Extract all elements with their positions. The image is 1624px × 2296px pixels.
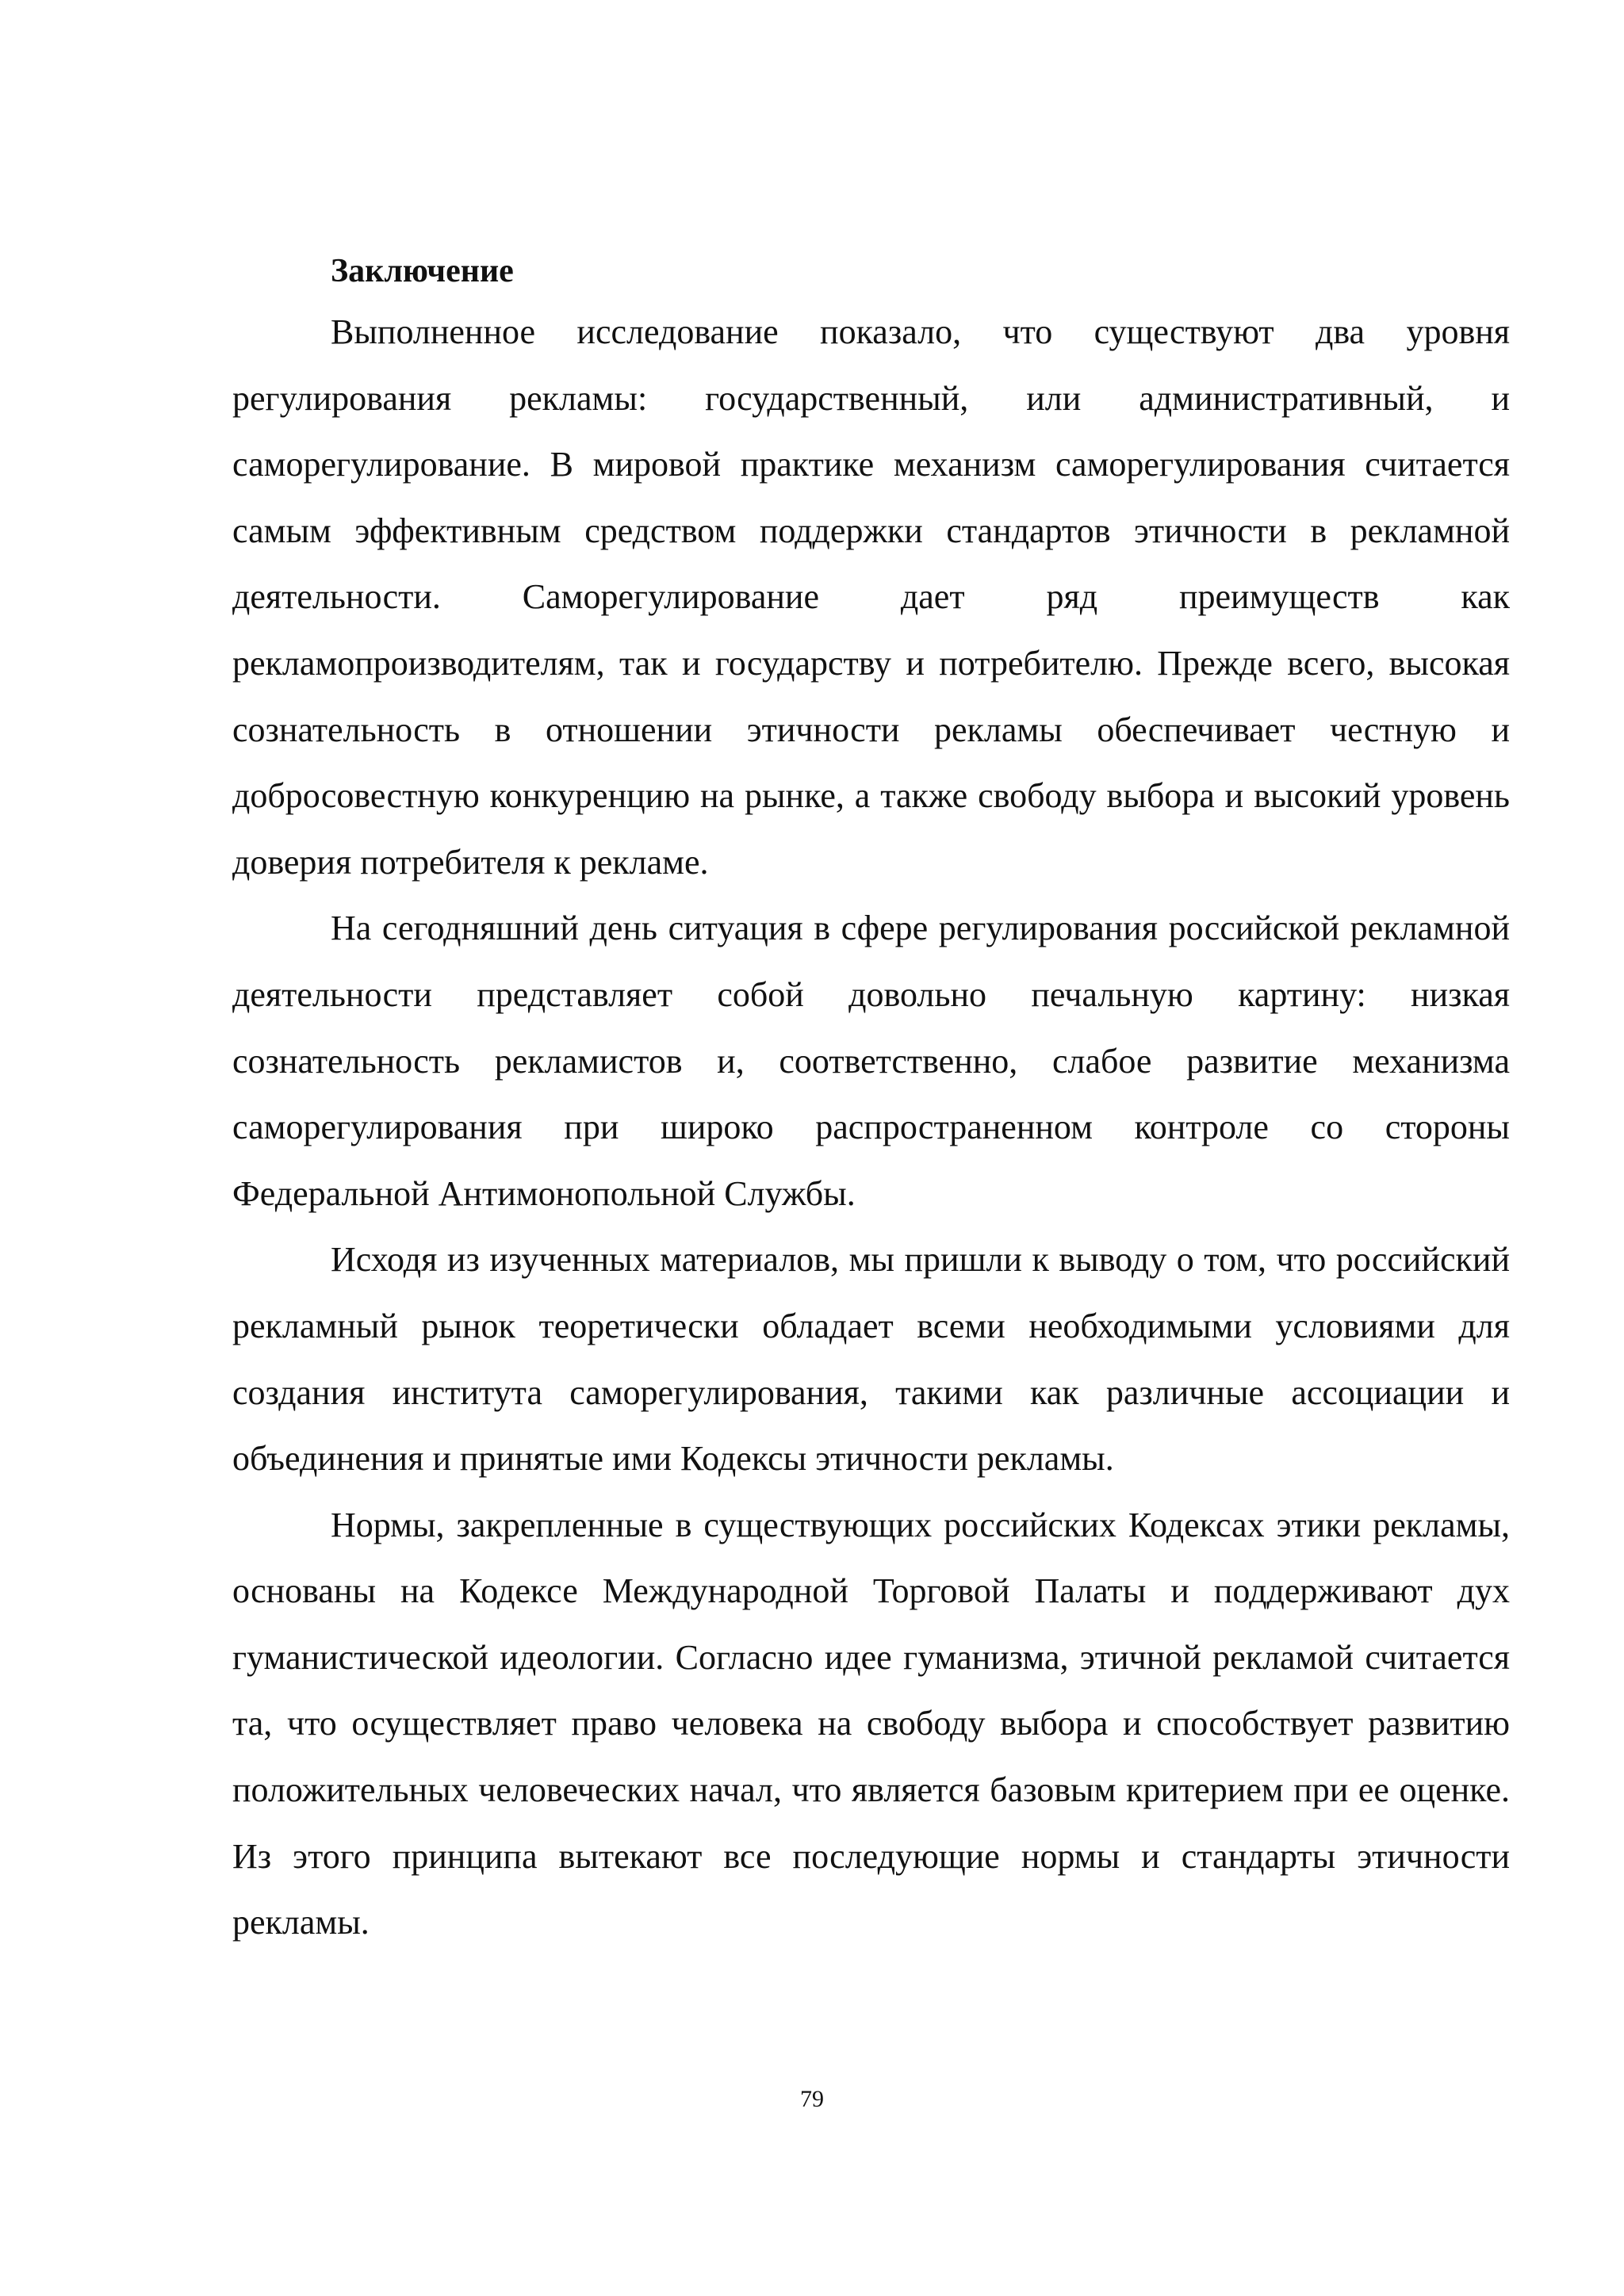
paragraph-4: Нормы, закрепленные в существующих российских Кодексах этики рекламы, основаны на Кодексе Международной Торговой Палаты и поддерживают дух гуманистической идеологии. Согласно идее гуманизма, этичной рекламой считается та, что осуществляет право человека на свободу выбора и способствует развитию положительных человеческих начал, что является базовым критерием при ее оценке. Из этого принципа вытекают все последующие нормы и стандарты этичности рекламы.	[232, 1505, 1510, 1942]
paragraph-3: Исходя из изученных материалов, мы пришли к выводу о том, что российский рекламный рынок теоретически обладает всеми необходимыми условиями для создания института саморегулирования, такими как различные ассоциации и объединения и принятые ими Кодексы этичности рекламы.	[232, 1240, 1510, 1479]
page-content	[232, 243, 1510, 1956]
paragraph-2: На сегодняшний день ситуация в сфере регулирования российской рекламной деятельности представляет собой довольно печальную картину: низкая сознательность рекламистов и, соответственно, слабое развитие механизма саморегулирования при широко распространенном контроле со стороны Федеральной Антимонопольной Службы.	[232, 909, 1510, 1213]
paragraph-1: Выполненное исследование показало, что существуют два уровня регулирования рекламы: государственный, или административный, и саморегулирование. В мировой практике механизм саморегулирования считается самым эффективным средством поддержки стандартов этичности в рекламной деятельности. Саморегулирование дает ряд преимуществ как рекламопроизводителям, так и государству и потребителю. Прежде всего, высокая сознательность в отношении этичности рекламы обеспечивает честную и добросовестную конкуренцию на рынке, а также свободу выбора и высокий уровень доверия потребителя к рекламе.	[232, 312, 1510, 882]
section-heading: Заключение	[331, 253, 514, 289]
page-number: 79	[800, 2086, 824, 2112]
